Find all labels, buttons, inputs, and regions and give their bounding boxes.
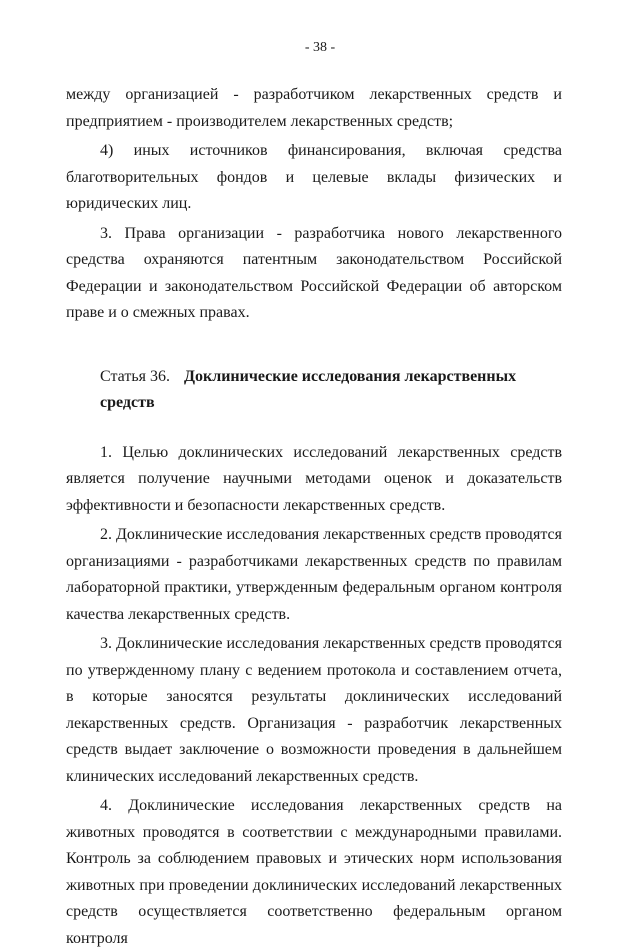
article-paragraph-2: 2. Доклинические исследования лекарственных средств проводятся организациями - разработчиками лекарственных средств по правилам лабораторной практики, утвержденным федеральным органом контроля качества лекарственных средств. [66,526,562,623]
article-number: Статья 36. [100,367,170,385]
paragraph-list-item-4: 4) иных источников финансирования, включая средства благотворительных фондов и целевые вклады физических и юридических лиц. [66,142,562,212]
article-paragraph-4: 4. Доклинические исследования лекарственных средств на животных проводятся в соответствии с международными правилами. Контроль за соблюдением правовых и этических норм использования животных при проведении доклинических исследований лекарственных средств осуществляется соответственно федеральным органом контроля [66,797,562,947]
article-heading [66,364,562,417]
paragraph-continuation: между организацией - разработчиком лекарственных средств и предприятием - производителем лекарственных средств; [66,86,562,130]
page-number: - 38 - [304,40,336,55]
document-body [66,82,562,952]
article-paragraph-1: 1. Целью доклинических исследований лекарственных средств является получение научными методами оценок и доказательств эффективности и безопасности лекарственных средств. [66,443,562,514]
article-paragraph-3: 3. Доклинические исследования лекарственных средств проводятся по утвержденному плану с ведением протокола и составлением отчета, в которые заносятся результаты доклинических исследований лекарственных средств. Организация - разработчик лекарственных средств выдает заключение о возможности проведения в дальнейшем клинических исследований лекарственных средств. [66,635,562,785]
paragraph-rights-3: 3. Права организации - разработчика нового лекарственного средства охраняются патентным законодательством Российской Федерации и законодательством Российской Федерации об авторском праве и о смежных правах. [66,224,562,321]
article-title: Доклинические исследования лекарственных средств [100,367,517,411]
